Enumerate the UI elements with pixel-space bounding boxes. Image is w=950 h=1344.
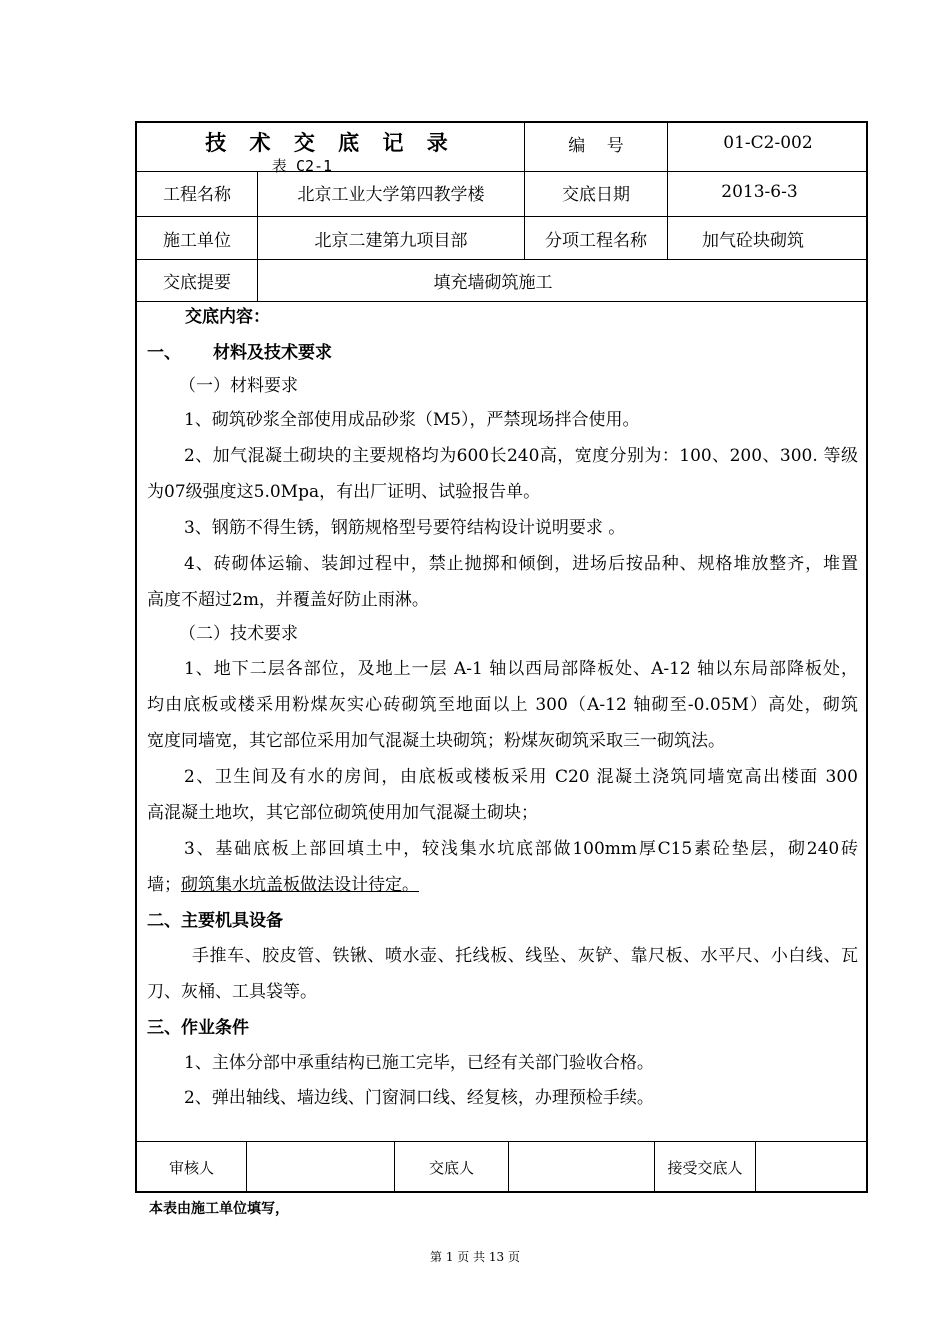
technical-item-1-line-1: 1、地下二层各部位，及地上一层 A-1 轴以西局部降板处、A-12 轴以东局部降板处， (184, 659, 858, 679)
project-name-value: 北京工业大学第四教学楼 (297, 184, 485, 205)
page-number: 第 1 页 共 13 页 (430, 1250, 520, 1264)
project-name-label: 工程名称 (163, 184, 231, 205)
date-label: 交底日期 (562, 184, 630, 205)
technical-item-3-line-1: 3、基础底板上部回填土中，较浅集水坑底部做100mm厚C15素砼垫层，砌240砖 (184, 839, 858, 859)
disclosure-form (135, 121, 868, 1193)
condition-item-2: 2、弹出轴线、墙边线、门窗洞口线、经复核，办理预检手续。 (184, 1088, 654, 1108)
receiver-label: 接受交底人 (667, 1158, 743, 1177)
form-footnote: 本表由施工单位填写， (149, 1201, 289, 1217)
technical-item-2-line-2: 高混凝土地坎，其它部位砌筑使用加气混凝土砌块； (147, 803, 538, 823)
material-item-4-line-2: 高度不超过2m，并覆盖好防止雨淋。 (147, 590, 429, 610)
section-1-heading (147, 335, 858, 371)
technical-item-3-prefix: 墙； (147, 875, 181, 895)
section-1-title: 材料及技术要求 (213, 343, 332, 363)
condition-item-1: 1、主体分部中承重结构已施工完毕，已经有关部门验收合格。 (184, 1053, 654, 1073)
equipment-line-1: 手推车、胶皮管、铁锹、喷水壶、托线板、线坠、灰铲、靠尺板、水平尺、小白线、瓦 (192, 946, 858, 966)
code-label: 编 号 (568, 135, 624, 156)
form-title: 技 术 交 底 记 录 (205, 131, 456, 155)
technical-item-1-line-2: 均由底板或楼采用粉煤灰实心砖砌筑至地面以上 300（A-12 轴砌至-0.05M）高处，砌筑 (147, 695, 858, 715)
technical-item-2-line-1: 2、卫生间及有水的房间，由底板或楼板采用 C20 混凝土浇筑同墙宽高出楼面 300 (184, 767, 858, 787)
code-value: 01-C2-002 (723, 133, 813, 153)
material-item-4-line-1: 4、砖砌体运输、装卸过程中，禁止抛掷和倾倒，进场后按品种、规格堆放整齐，堆置 (184, 554, 858, 574)
discloser-label: 交底人 (428, 1158, 474, 1177)
material-item-3: 3、钢筋不得生锈，钢筋规格型号要符结构设计说明要求 。 (184, 518, 626, 538)
content-intro: 交底内容： (185, 307, 270, 327)
section-1-number: 一、 (147, 343, 181, 363)
material-item-2-line-1: 2、加气混凝土砌块的主要规格均为600长240高，宽度分别为：100、200、300. 等级 (184, 446, 858, 466)
subsection-materials: （一）材料要求 (179, 376, 298, 396)
date-value: 2013-6-3 (721, 182, 798, 202)
contractor-value: 北京二建第九项目部 (314, 230, 468, 251)
section-3-heading: 三、作业条件 (147, 1018, 249, 1038)
summary-label: 交底提要 (163, 273, 231, 293)
material-item-1: 1、砌筑砂浆全部使用成品砂浆（M5），严禁现场拌合使用。 (184, 410, 640, 430)
subsection-technical: （二）技术要求 (179, 624, 298, 644)
reviewer-signature-field[interactable] (247, 1142, 394, 1192)
material-item-2-line-2: 为07级强度这5.0Mpa，有出厂证明、试验报告单。 (147, 482, 541, 502)
discloser-signature-field[interactable] (509, 1142, 654, 1192)
technical-item-1-line-3: 宽度同墙宽，其它部位采用加气混凝土块砌筑；粉煤灰砌筑采取三一砌筑法。 (147, 731, 725, 751)
reviewer-label: 审核人 (168, 1158, 214, 1177)
section-2-heading: 二、主要机具设备 (147, 911, 283, 931)
subitem-value: 加气砼块砌筑 (702, 230, 804, 251)
equipment-line-2: 刀、灰桶、工具袋等。 (147, 982, 317, 1002)
contractor-label: 施工单位 (163, 230, 231, 251)
summary-value: 填充墙砌筑施工 (433, 273, 553, 293)
form-number: 表 C2-1 (271, 157, 333, 175)
technical-item-3-underlined: 砌筑集水坑盖板做法设计待定。 (181, 875, 419, 895)
subitem-label: 分项工程名称 (545, 230, 647, 251)
receiver-signature-field[interactable] (756, 1142, 866, 1192)
technical-item-3-line-2 (147, 867, 858, 903)
